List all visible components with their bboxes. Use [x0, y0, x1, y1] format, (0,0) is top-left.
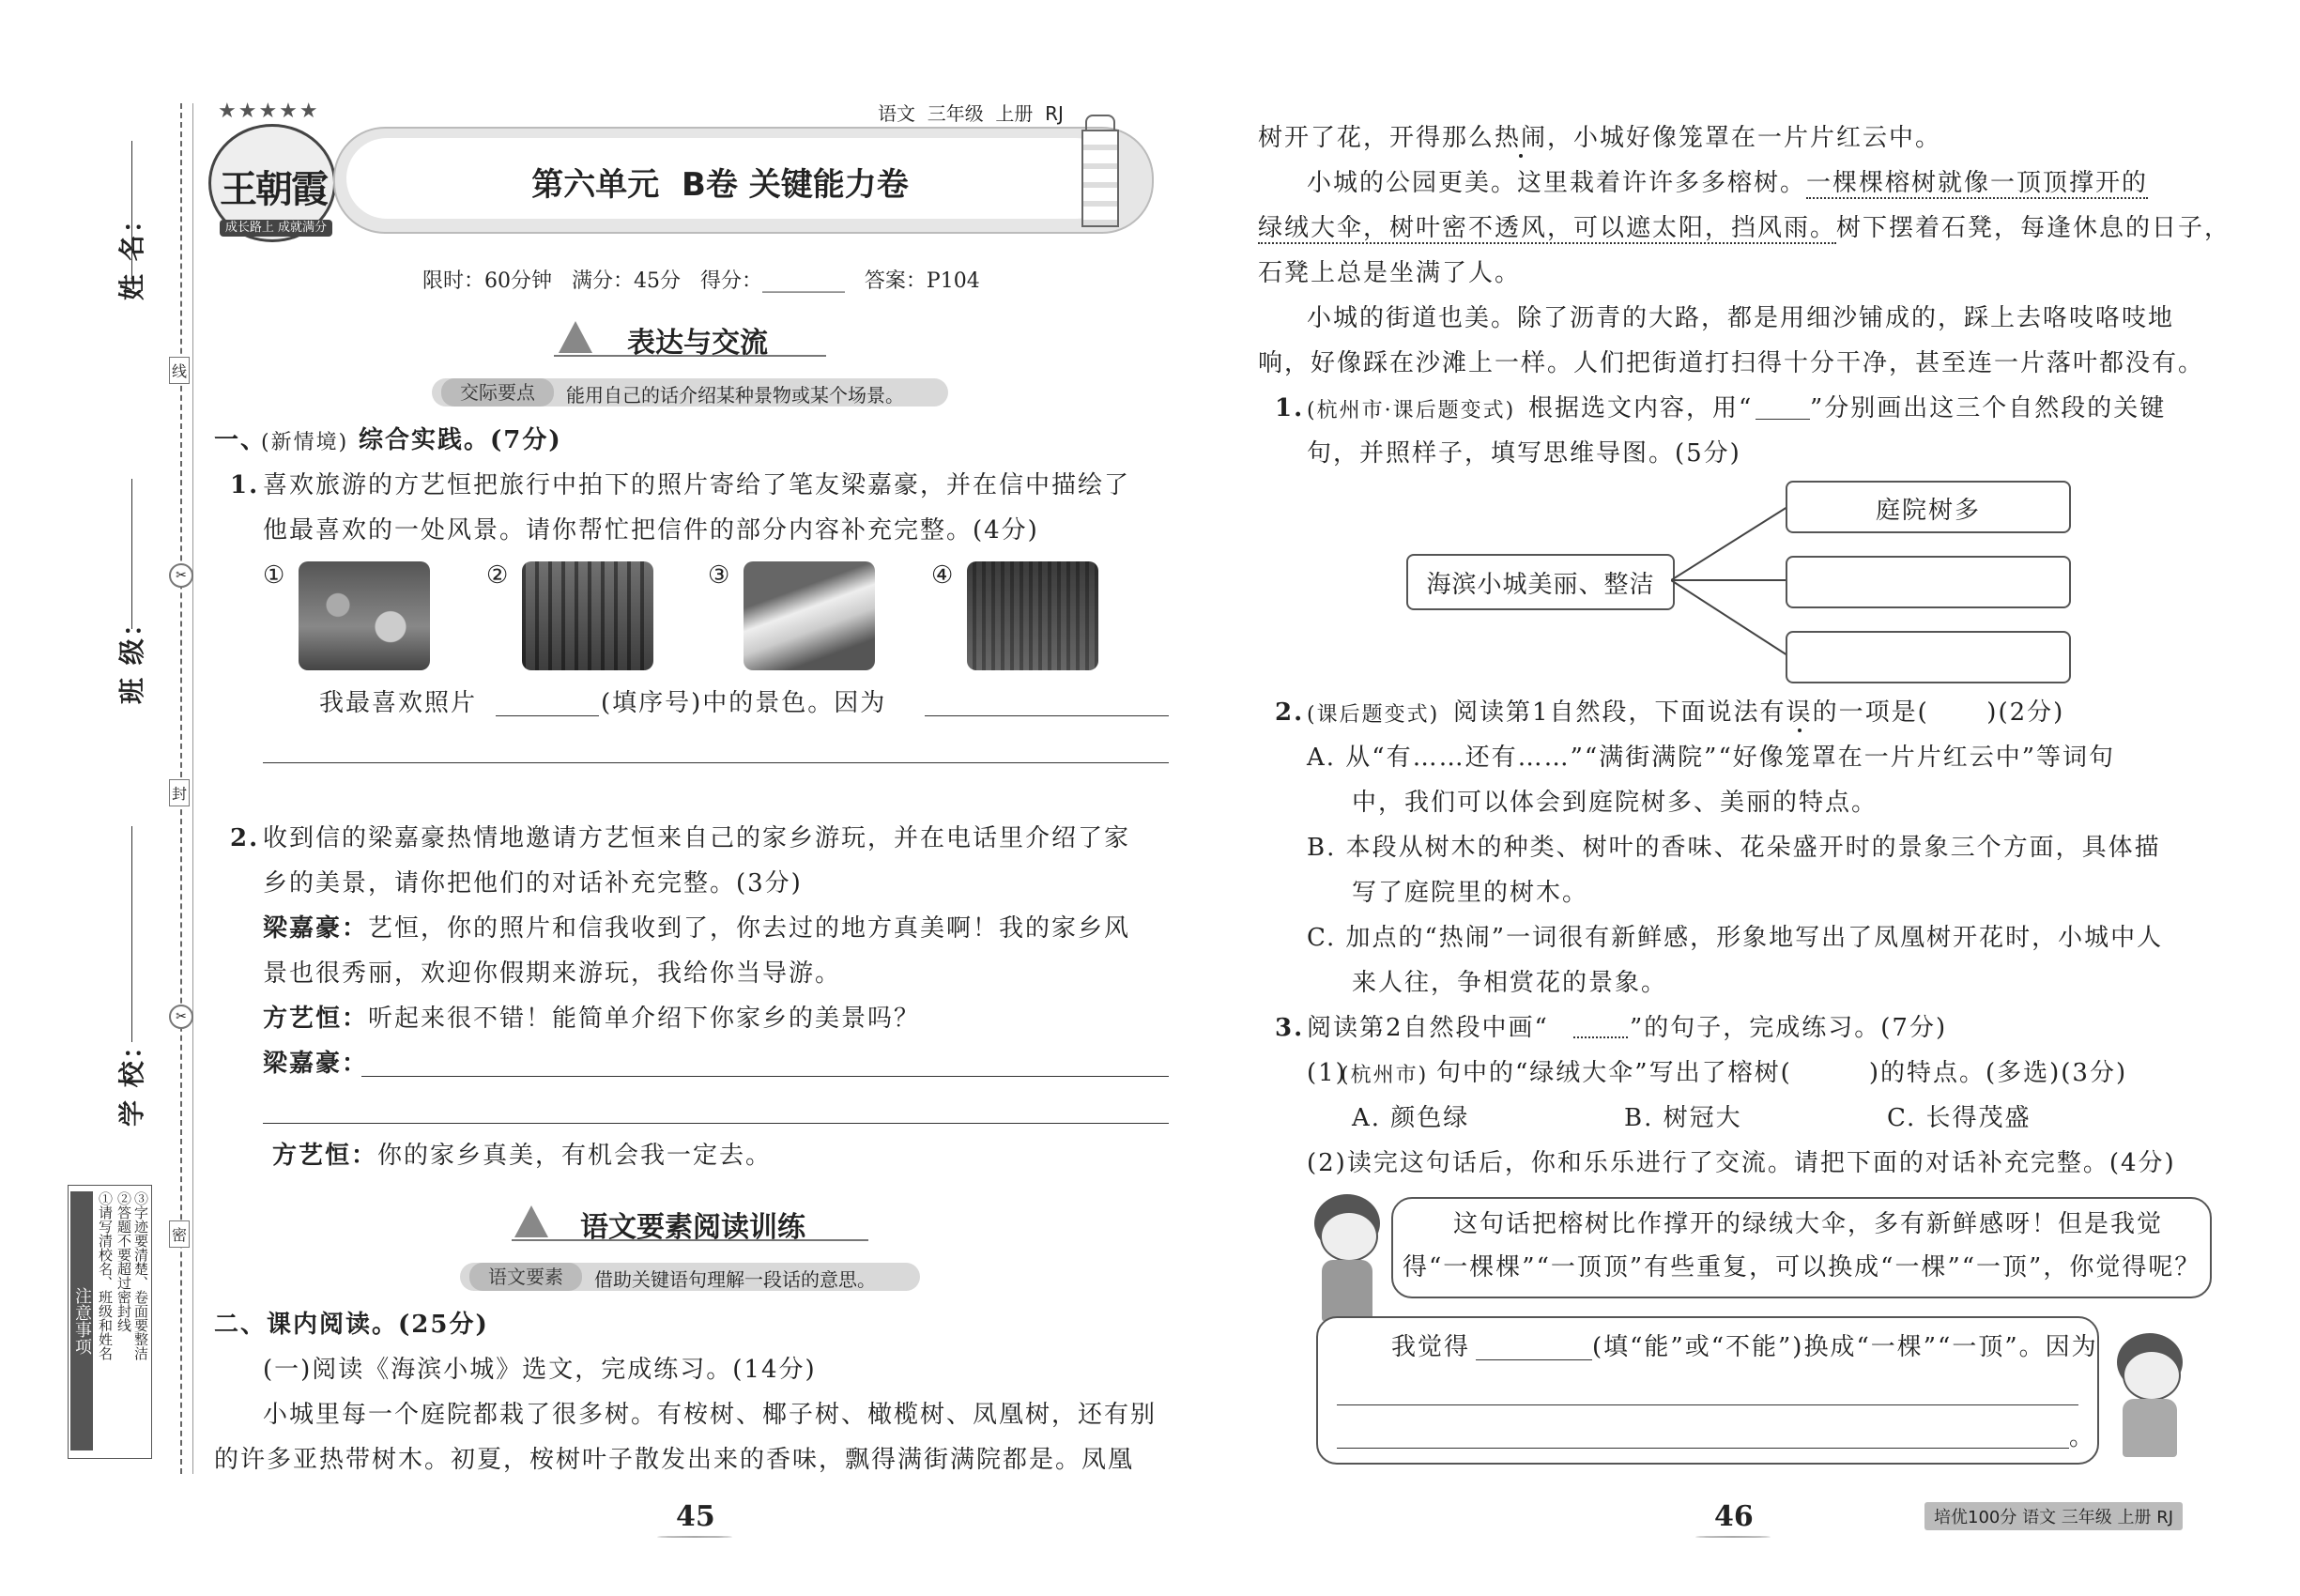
mind-map-center — [1406, 554, 1675, 610]
photo-2-forest — [522, 561, 653, 670]
r-q1-line1-a: 根据选文内容，用“ — [1528, 394, 1754, 422]
section2-title: 语文要素阅读训练 — [580, 1211, 805, 1244]
passage-p2-line1-a: 小城的公园更美。这里栽着许许多多榕树。 — [1307, 169, 1807, 197]
speech-bubble-2 — [1316, 1316, 2099, 1465]
bubble2-can-cannot-blank[interactable] — [1476, 1359, 1592, 1360]
logo-sub: 成长路上 成就满分 — [220, 220, 332, 237]
passage-p1-line1: 小城里每一个庭院都栽了很多树。有桉树、椰子树、橄榄树、凤凰树，还有别 — [263, 1401, 1158, 1429]
q1-reason-blank[interactable] — [925, 715, 1169, 716]
footer-tag: 培优100分 语文 三年级 上册 RJ — [1924, 1502, 2183, 1530]
passage-p1-line3-b: ，小城好像笼罩在一片片红云中。 — [1547, 124, 1942, 152]
q1-line1: 喜欢旅游的方艺恒把旅行中拍下的照片寄给了笔友梁嘉豪，并在信中描绘了 — [263, 471, 1131, 499]
photo-1-coral-reef — [299, 561, 430, 670]
option-a-line1[interactable]: A. 从“有……还有……”“满街满院”“好像笼罩在一片片红云中”等词句 — [1307, 744, 2116, 772]
q1-fill-b: (填序号)中的景色。因为 — [601, 689, 887, 717]
logo-stars: ★★★★★ — [218, 100, 320, 123]
subject-tags: 语文 三年级 上册 RJ — [878, 102, 1064, 125]
binding-sidebar — [0, 0, 197, 1596]
bubble2-reason-blank[interactable] — [1337, 1404, 2078, 1405]
r-q2-text — [1453, 697, 2064, 729]
q2-line1: 收到信的梁嘉豪热情地邀请方艺恒来自己的家乡游玩，并在电话里介绍了家 — [263, 824, 1131, 852]
q2-number: 2. — [230, 824, 260, 852]
dialog4-text: 你的家乡真美，有机会我一定去。 — [377, 1142, 773, 1170]
mind-map-branch-2-input[interactable] — [1786, 556, 2071, 608]
page-number-right: 46 — [1714, 1500, 1754, 1533]
notice-item: ②答题不要超过密封线 — [115, 1191, 132, 1332]
section1-title-underline — [554, 355, 826, 357]
cut-mark-xian: 线 — [169, 357, 190, 384]
photo-label-4: ④ — [931, 561, 956, 590]
r-q1-line2: 句，并照样子，填写思维导图。(5分) — [1307, 439, 1741, 468]
dialog1-line1: 艺恒，你的照片和信我收到了，你去过的地方真美啊！我的家乡风 — [368, 914, 1131, 943]
section2-tag-text: 借助关键语句理解一段话的意思。 — [594, 1268, 876, 1291]
r-q1-source: (杭州市·课后题变式) — [1307, 399, 1516, 422]
r-q3-1-source: (杭州市) — [1341, 1064, 1429, 1087]
passage-p2-line2-b: 树下摆着石凳，每逢休息的日子， — [1836, 214, 2231, 242]
speech-bubble-1 — [1391, 1197, 2212, 1298]
passage-p1-line3 — [1258, 122, 1941, 154]
q1-line2: 他最喜欢的一处风景。请你帮忙把信件的部分内容补充完整。(4分) — [263, 516, 1039, 545]
q1-photo-number-blank[interactable] — [496, 715, 599, 716]
cut-mark-mi: 密 — [169, 1220, 190, 1248]
photo-label-3: ③ — [708, 561, 732, 590]
solid-line — [192, 103, 193, 1474]
name-label: 姓 名： — [116, 205, 147, 300]
notice-item: ③字迹要清楚、卷面要整洁 — [132, 1191, 149, 1360]
part1-title: 一、 — [214, 426, 268, 454]
boy-avatar — [1305, 1194, 1389, 1326]
school-field[interactable] — [131, 826, 132, 1042]
r-q3-option-c[interactable]: C. 长得茂盛 — [1887, 1104, 2032, 1132]
bubble1-line1: 这句话把榕树比作撑开的绿绒大伞，多有新鲜感呀！但是我觉 — [1453, 1210, 2164, 1238]
passage-p1-line2: 的许多亚热带树木。初夏，桉树叶子散发出来的香味，飘得满街满院都是。凤凰 — [214, 1446, 1135, 1474]
dialog3-answer-blank[interactable] — [361, 1076, 1169, 1077]
class-field[interactable] — [131, 479, 132, 629]
school-label: 学 校： — [116, 1031, 147, 1127]
r-q2-number: 2. — [1275, 698, 1305, 727]
passage-p1-line3-a: 树开了花，开得那么 — [1258, 124, 1495, 152]
mind-map-branch-3-input[interactable] — [1786, 631, 2071, 683]
part2-subtitle: (一)阅读《海滨小城》选文，完成练习。(14分) — [263, 1356, 817, 1384]
mind-map-branch-1 — [1786, 481, 2071, 533]
part2-title: 二、课内阅读。(25分) — [214, 1311, 489, 1339]
notice-title: 注意事项 — [70, 1191, 93, 1450]
key-sentence-part1: 一棵棵榕树就像一顶顶撑开的 — [1806, 169, 2149, 197]
section2-tag: 语文要素 — [469, 1263, 582, 1291]
page-number-left: 45 — [676, 1500, 715, 1533]
r-q2-source: (课后题变式) — [1307, 703, 1440, 727]
scissors-icon: ✂ — [169, 1005, 193, 1029]
dialog4-speaker: 方艺恒： — [272, 1142, 378, 1170]
q1-reason-blank-line2[interactable] — [263, 762, 1169, 763]
dotted-word-renao: 热闹 — [1495, 124, 1548, 152]
dialog1-line2: 景也很秀丽，欢迎你假期来游玩，我给你当导游。 — [263, 959, 842, 988]
r-q2-text-a: 阅读第1自然段，下面说法有 — [1453, 698, 1786, 727]
name-field[interactable] — [131, 141, 132, 282]
mind-map-center-text: 海滨小城美丽、整洁 — [1426, 571, 1655, 599]
title-banner — [333, 127, 1154, 234]
q1-fill-a: 我最喜欢照片 — [319, 689, 478, 717]
part1-source: (新情境) — [261, 431, 349, 454]
passage-p2-line3: 石凳上总是坐满了人。 — [1258, 259, 1522, 287]
mind-map-connectors — [1671, 498, 1793, 667]
sailboat-icon — [559, 321, 592, 353]
logo — [199, 100, 340, 246]
option-b-line2: 写了庭院里的树木。 — [1352, 879, 1589, 907]
mind-map-branch-1-text: 庭院树多 — [1875, 497, 1981, 525]
sailboat-icon — [514, 1205, 548, 1237]
section1-title: 表达与交流 — [627, 327, 768, 360]
option-a-line2: 中，我们可以体会到庭院树多、美丽的特点。 — [1352, 789, 1878, 817]
option-b-line1[interactable]: B. 本段从树木的种类、树叶的香味、花朵盛开时的景象三个方面，具体描 — [1307, 834, 2161, 862]
notice-box — [68, 1185, 152, 1459]
bubble2-reason-blank-line2[interactable] — [1337, 1448, 2069, 1449]
option-c-line2: 来人往，争相赏花的景象。 — [1352, 969, 1668, 997]
r-q1-mark-sample — [1756, 419, 1810, 420]
r-q3-option-a[interactable]: A. 颜色绿 — [1352, 1104, 1470, 1132]
logo-text: 王朝霞 — [220, 168, 327, 211]
page-number-left-swoosh — [657, 1536, 732, 1538]
r-q3-1-text: 句中的“绿绒大伞”写出了榕树( )的特点。(多选)(3分) — [1436, 1059, 2128, 1087]
option-c-line1[interactable]: C. 加点的“热闹”一词很有新鲜感，形象地写出了凤凰树开花时，小城中人 — [1307, 924, 2164, 952]
key-sentence-part2: 绿绒大伞，树叶密不透风，可以遮太阳，挡风雨。 — [1258, 214, 1837, 242]
r-q1-line1-b: ”分别画出这三个自然段的关键 — [1810, 394, 2167, 422]
bubble2-end-mark: 。 — [2069, 1423, 2096, 1451]
dialog2-text: 听起来很不错！能简单介绍下你家乡的美景吗？ — [368, 1005, 921, 1033]
bubble2-text-b: (填“能”或“不能”)换成“一棵”“一顶”。因为 — [1592, 1333, 2098, 1361]
r-q3-1-num: (1) — [1307, 1059, 1347, 1087]
dialog1-speaker: 梁嘉豪： — [263, 914, 369, 943]
r-q3-text-b: ”的句子，完成练习。(7分) — [1630, 1014, 1948, 1042]
r-q3-option-b[interactable]: B. 树冠大 — [1624, 1104, 1742, 1132]
photo-label-1: ① — [263, 561, 287, 590]
lighthouse-icon — [1078, 101, 1119, 223]
girl-avatar — [2108, 1333, 2192, 1461]
q1-number: 1. — [230, 471, 260, 499]
part1-name: 综合实践。(7分) — [359, 426, 562, 454]
passage-p3-line1: 小城的街道也美。除了沥青的大路，都是用细沙铺成的，踩上去咯吱咯吱地 — [1307, 304, 2175, 332]
dialog2-speaker: 方艺恒： — [263, 1005, 369, 1033]
page-number-right-swoosh — [1695, 1536, 1771, 1538]
r-q3-number: 3. — [1275, 1014, 1305, 1042]
dialog3-speaker: 梁嘉豪： — [263, 1050, 369, 1078]
section1-tag: 交际要点 — [441, 378, 554, 407]
r-q2-text-b: 的一项是( )(2分) — [1812, 698, 2065, 727]
scissors-icon: ✂ — [169, 563, 193, 588]
passage-p3-line2: 响，好像踩在沙滩上一样。人们把街道打扫得十分干净，甚至连一片落叶都没有。 — [1258, 349, 2205, 377]
r-q3-wave-sample — [1573, 1036, 1628, 1038]
r-q1-number: 1. — [1275, 394, 1305, 422]
page-title: 第六单元 B卷 关键能力卷 — [531, 166, 909, 204]
q2-line2: 乡的美景，请你把他们的对话补充完整。(3分) — [263, 869, 803, 898]
class-label: 班 级： — [116, 608, 147, 704]
photo-label-2: ② — [486, 561, 511, 590]
notice-item: ①请写清校名、班级和姓名 — [97, 1191, 114, 1360]
r-q3-2-text: (2)读完这句话后，你和乐乐进行了交流。请把下面的对话补充完整。(4分) — [1307, 1149, 2176, 1177]
passage-p2-line1 — [1307, 167, 2148, 199]
photo-4-waterfall — [967, 561, 1098, 670]
passage-p2-line2 — [1258, 212, 2231, 244]
photo-3-mountain-clouds — [744, 561, 875, 670]
section1-tag-text: 能用自己的话介绍某种景物或某个场景。 — [566, 384, 904, 407]
dialog3-answer-blank-line2[interactable] — [263, 1123, 1169, 1124]
bubble1-line2: 得“一棵棵”“一顶顶”有些重复，可以换成“一棵”“一顶”，你觉得呢？ — [1403, 1253, 2201, 1281]
exam-info: 限时：60分钟 满分：45分 得分：________ 答案：P104 — [422, 269, 980, 293]
section2-title-underline — [512, 1239, 868, 1241]
r-q3-text-a: 阅读第2自然段中画“ — [1307, 1014, 1549, 1042]
bubble2-text-a: 我觉得 — [1391, 1333, 1471, 1361]
dotted-word-wu: 误 — [1786, 698, 1813, 727]
cut-mark-feng: 封 — [169, 779, 190, 806]
